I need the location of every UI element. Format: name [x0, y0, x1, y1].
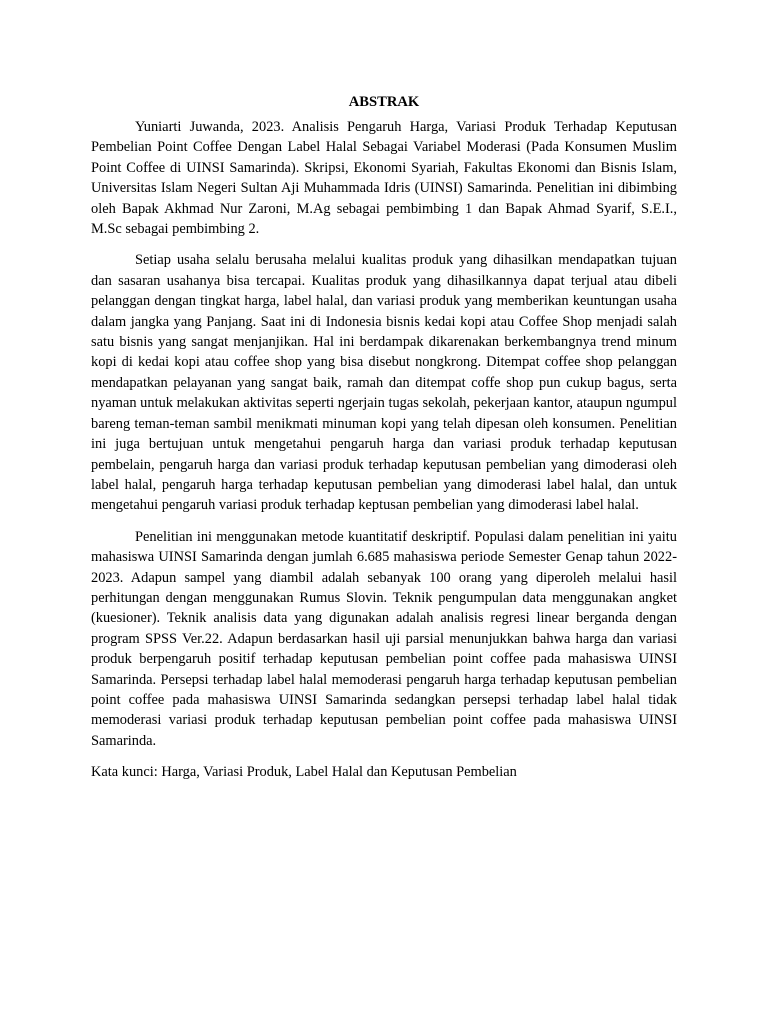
- abstract-background-paragraph: Setiap usaha selalu berusaha melalui kualitas produk yang dihasilkan mendapatkan tujuan dan sasaran usahanya bisa tercapai. Kualitas produk yang dihasilkannya dapat terjual atau dibeli pelanggan dengan tingkat harga, label halal, dan variasi produk yang memberikan keuntungan usaha dalam jangka yang Panjang. Saat ini di Indonesia bisnis kedai kopi atau Coffee Shop menjadi salah satu bisnis yang sangat menjanjikan. Hal ini berdampak dikarenakan berkembangnya trend minum kopi di kedai kopi atau coffee shop yang bisa disebut nongkrong. Ditempat coffee shop pelanggan mendapatkan pelayanan yang sangat baik, ramah dan ditempat coffe shop pun cukup bagus, serta nyaman untuk melakukan aktivitas seperti ngerjain tugas sekolah, pekerjaan kantor, ataupun ngumpul bareng teman-teman sambil menikmati minuman kopi yang telah dipesan oleh konsumen. Penelitian ini juga bertujuan untuk mengetahui pengaruh harga dan variasi produk terhadap keputusan pembelain, pengaruh harga dan variasi produk terhadap keputusan pembelian yang dimoderasi oleh label halal, pengaruh harga terhadap keputusan pembelian yang dimoderasi label halal, dan untuk mengetahui pengaruh variasi produk terhadap keptusan pembelian yang dimoderasi label halal.: [91, 252, 677, 514]
- abstract-citation-paragraph: Yuniarti Juwanda, 2023. Analisis Pengaruh Harga, Variasi Produk Terhadap Keputusan Pembelian Point Coffee Dengan Label Halal Sebagai Variabel Moderasi (Pada Konsumen Muslim Point Coffee di UINSI Samarinda). Skripsi, Ekonomi Syariah, Fakultas Ekonomi dan Bisnis Islam, Universitas Islam Negeri Sultan Aji Muhammada Idris (UINSI) Samarinda. Penelitian ini dibimbing oleh Bapak Akhmad Nur Zaroni, M.Ag sebagai pembimbing 1 dan Bapak Ahmad Syarif, S.E.I., M.Sc sebagai pembimbing 2.: [91, 119, 677, 238]
- abstract-content: [91, 92, 677, 783]
- keywords-line: Kata kunci: Harga, Variasi Produk, Label Halal dan Keputusan Pembelian: [91, 764, 517, 781]
- page-title: ABSTRAK: [348, 94, 420, 110]
- abstract-method-paragraph: Penelitian ini menggunakan metode kuantitatif deskriptif. Populasi dalam penelitian ini yaitu mahasiswa UINSI Samarinda dengan jumlah 6.685 mahasiswa periode Semester Genap tahun 2022-2023. Adapun sampel yang diambil adalah sebanyak 100 orang yang diperoleh melalui hasil perhitungan dengan menggunakan Rumus Slovin. Teknik pengumpulan data menggunakan angket (kuesioner). Teknik analisis data yang digunakan adalah analisis regresi linear berganda dengan program SPSS Ver.22. Adapun berdasarkan hasil uji parsial menunjukkan bahwa harga dan variasi produk berpengaruh positif terhadap keputusan pembelian point coffee pada mahasiswa UINSI Samarinda. Persepsi terhadap label halal memoderasi pengaruh harga terhadap keputusan pembelian point coffee pada mahasiswa UINSI Samarinda sedangkan persepsi terhadap label halal tidak memoderasi variasi produk terhadap keputusan pembelian point coffee pada mahasiswa UINSI Samarinda.: [91, 528, 677, 749]
